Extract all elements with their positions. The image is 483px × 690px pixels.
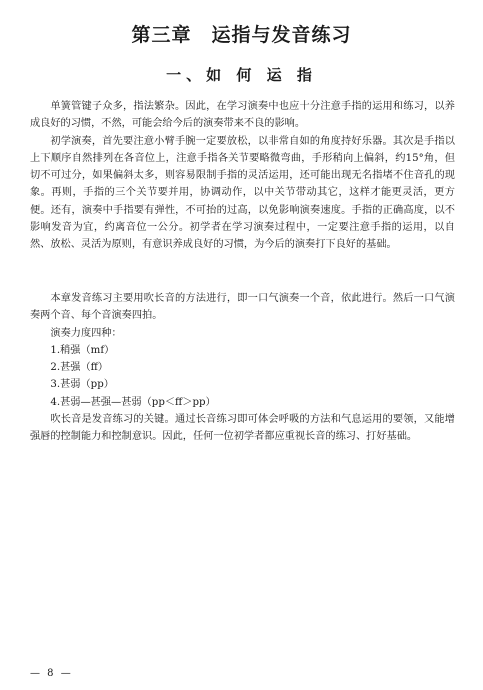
dynamics-heading: 演奏力度四种： bbox=[50, 327, 122, 339]
paragraph: 单簧管键子众多，指法繁杂。因此，在学习演奏中也应十分注意手指的运用和练习，以养成良好的习惯，不然，可能会给今后的演奏带来不良的影响。 bbox=[30, 101, 455, 130]
list-item: 1.稍强（mf） bbox=[50, 344, 115, 356]
practice-body bbox=[30, 290, 455, 446]
list-item: 4.甚弱—甚强—甚弱（pp＜ff＞pp） bbox=[50, 396, 216, 408]
page-number: — 8 — bbox=[30, 668, 73, 679]
paragraph: 本章发音练习主要用吹长音的方法进行，即一口气演奏一个音，依此进行。然后一口气演奏两个音、每个音演奏四拍。 bbox=[30, 293, 455, 322]
chapter-title: 第三章 运指与发音练习 bbox=[131, 24, 352, 46]
section-title: 一、如 何 运 指 bbox=[166, 66, 317, 84]
paragraph: 吹长音是发音练习的关键。通过长音练习即可体会呼吸的方法和气息运用的要领，又能增强唇的控制能力和控制意识。因此，任何一位初学者都应重视长音的练习、打好基础。 bbox=[30, 414, 455, 443]
list-item: 2.甚强（ff） bbox=[50, 362, 109, 374]
paragraph: 初学演奏，首先要注意小臂手腕一定要放松，以非常自如的角度持好乐器。其次是手指以上下顺序自然排列在各音位上，注意手指各关节要略微弯曲，手形稍向上偏斜，约15°角，但切不可过分，如果偏斜太多，则容易限制手指的灵活运用，还可能出现无名指堵不住音孔的现象。再则，手指的三个关节要并用，协调动作，以中关节带动其它，这样才能更灵活，更方便。还有，演奏中手指要有弹性，不可抬的过高，以免影响演奏速度。手指的正确高度，以不影响发音为宜，约离音位一公分。初学者在学习演奏过程中，一定要注意手指的运用，以自然、放松、灵活为原则，有意识养成良好的习惯，为今后的演奏打下良好的基础。 bbox=[30, 135, 455, 251]
list-item: 3.甚弱（pp） bbox=[50, 379, 114, 391]
section-body bbox=[30, 98, 455, 254]
